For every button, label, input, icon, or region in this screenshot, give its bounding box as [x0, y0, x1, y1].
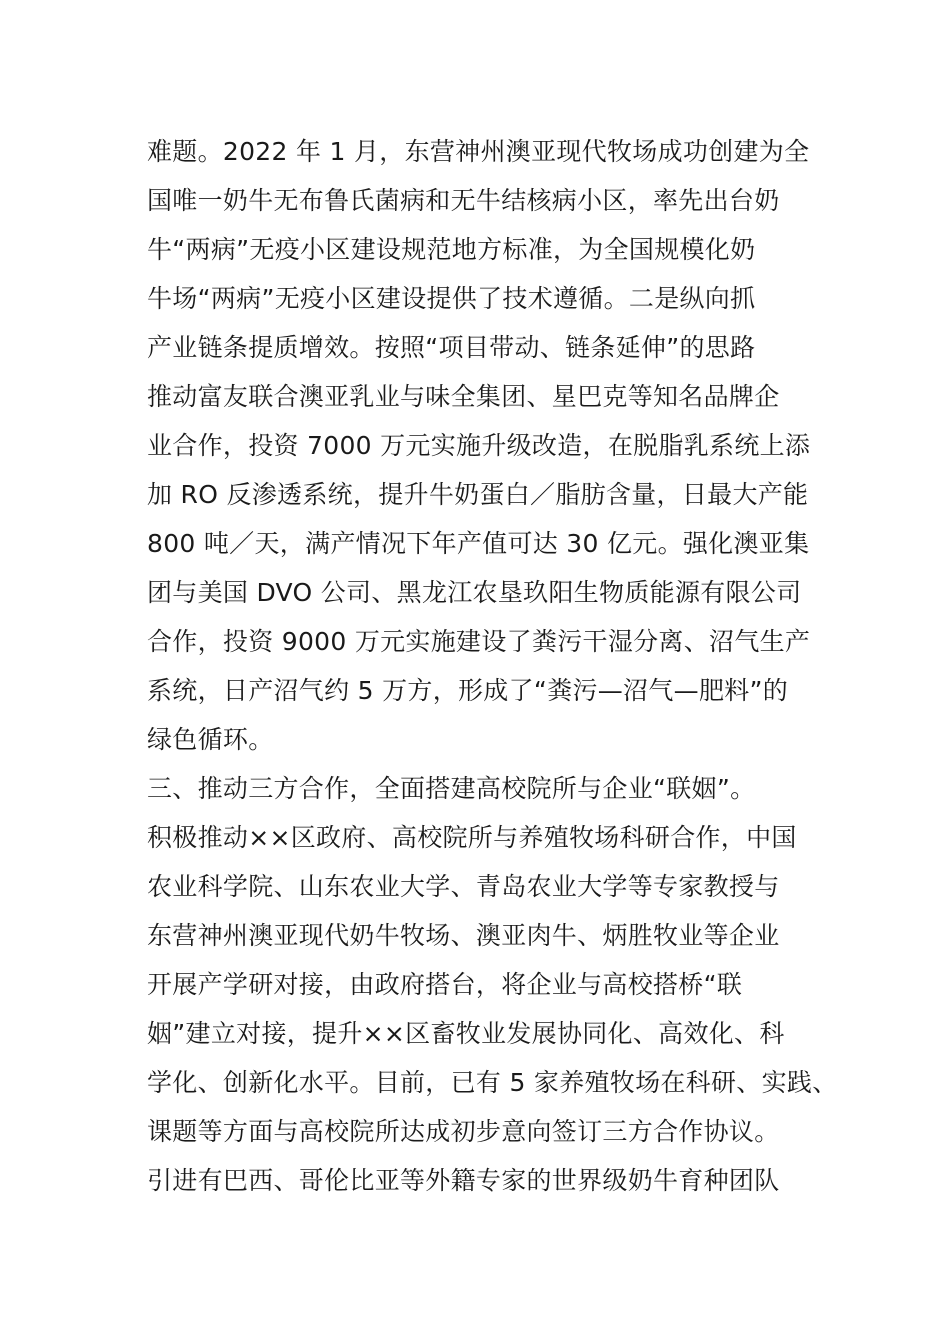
text-line: 业合作，投资 7000 万元实施升级改造，在脱脂乳系统上添: [147, 431, 811, 460]
text-line: 开展产学研对接，由政府搭台，将企业与高校搭桥“联: [147, 970, 743, 999]
text-line: 绿色循环。: [147, 725, 274, 754]
text-line: 学化、创新化水平。目前，已有 5 家养殖牧场在科研、实践、: [147, 1068, 838, 1097]
text-line: 牛“两病”无疫小区建设规范地方标准，为全国规模化奶: [147, 235, 756, 264]
text-line: 系统，日产沼气约 5 万方，形成了“粪污—沼气—肥料”的: [147, 676, 789, 705]
text-line: 800 吨／天，满产情况下年产值可达 30 亿元。强化澳亚集: [147, 529, 810, 558]
text-line: 加 RO 反渗透系统，提升牛奶蛋白／脂肪含量，日最大产能: [147, 480, 809, 509]
text-line: 积极推动××区政府、高校院所与养殖牧场科研合作，中国: [147, 823, 797, 852]
text-line: 东营神州澳亚现代奶牛牧场、澳亚肉牛、炳胜牧业等企业: [147, 921, 780, 950]
section-heading: 三、推动三方合作，全面搭建高校院所与企业“联姻”。: [147, 774, 756, 803]
text-line: 引进有巴西、哥伦比亚等外籍专家的世界级奶牛育种团队: [147, 1166, 780, 1195]
text-line: 推动富友联合澳亚乳业与味全集团、星巴克等知名品牌企: [147, 382, 780, 411]
text-line: 农业科学院、山东农业大学、青岛农业大学等专家教授与: [147, 872, 780, 901]
text-line: 难题。2022 年 1 月，东营神州澳亚现代牧场成功创建为全: [147, 137, 810, 166]
text-line: 产业链条提质增效。按照“项目带动、链条延伸”的思路: [147, 333, 756, 362]
text-line: 合作，投资 9000 万元实施建设了粪污干湿分离、沼气生产: [147, 627, 811, 656]
text-line: 团与美国 DVO 公司、黑龙江农垦玖阳生物质能源有限公司: [147, 578, 802, 607]
text-line: 牛场“两病”无疫小区建设提供了技术遵循。二是纵向抓: [147, 284, 756, 313]
text-line: 课题等方面与高校院所达成初步意向签订三方合作协议。: [147, 1117, 780, 1146]
text-line: 姻”建立对接，提升××区畜牧业发展协同化、高效化、科: [147, 1019, 785, 1048]
text-line: 国唯一奶牛无布鲁氏菌病和无牛结核病小区，率先出台奶: [147, 186, 780, 215]
